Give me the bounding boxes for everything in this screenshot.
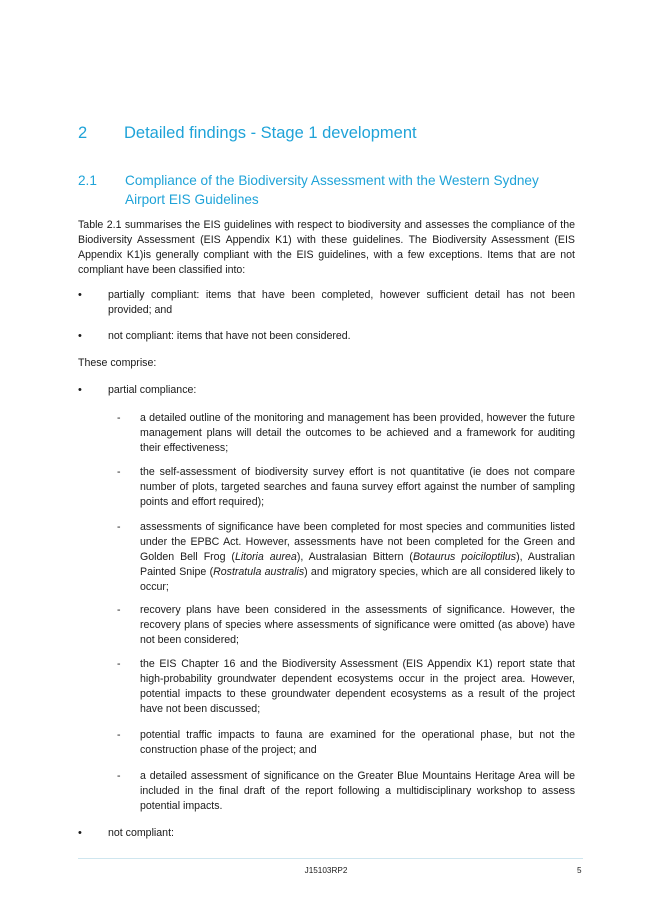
bullet-icon: •: [78, 827, 82, 839]
list-item-partial-compliance: [78, 383, 575, 398]
dash-marker: -: [117, 770, 121, 782]
these-comprise-paragraph: These comprise:: [78, 357, 157, 369]
subsection-heading: [78, 171, 578, 209]
list-item-not-compliant: [78, 329, 575, 344]
sub-list-item-text: potential traffic impacts to fauna are examined for the operational phase, but not the construction phase of the project; and: [140, 729, 575, 756]
list-item-text: not compliant:: [108, 827, 174, 839]
list-item-not-compliant-label: [78, 826, 575, 841]
bullet-icon: •: [78, 289, 82, 301]
section-number: 2: [78, 124, 88, 142]
sub-list-item-text: the self-assessment of biodiversity survey effort is not quantitative (ie does not compare number of plots, targeted searches and fauna survey effort against the number of sampling points and effort required);: [140, 466, 575, 508]
text-run: ) and migratory species, which are all considered likely to occur;: [140, 566, 575, 593]
subsection-title: Compliance of the Biodiversity Assessment with the Western Sydney Airport EIS Guidelines: [125, 173, 539, 207]
sub-list-item: [117, 769, 575, 814]
section-title: Detailed findings - Stage 1 development: [124, 124, 417, 142]
text-run: ), Australasian Bittern (: [296, 551, 413, 563]
text-run: assessments of significance have been completed for most species and communities listed under the EPBC Act. However, assessments have not been completed for the Green and Golden Bell Frog (: [140, 521, 575, 563]
sub-list-item: [117, 603, 575, 648]
subsection-number: 2.1: [78, 173, 97, 188]
dash-marker: -: [117, 658, 121, 670]
sub-list-item: [117, 465, 575, 510]
sub-list-item-text: a detailed assessment of significance on the Greater Blue Mountains Heritage Area will be included in the final draft of the report following a multidisciplinary workshop to assess potential impacts.: [140, 770, 575, 812]
sub-list-item: [117, 657, 575, 717]
sub-list-item-text: recovery plans have been considered in the assessments of significance. However, the recovery plans of species where assessments of significance were omitted (as above) have not been considered;: [140, 604, 575, 646]
list-item-text: partially compliant: items that have been completed, however sufficient detail has not been provided; and: [108, 289, 575, 316]
dash-marker: -: [117, 466, 121, 478]
sub-list-item-text: [140, 520, 575, 595]
bullet-icon: •: [78, 330, 82, 342]
sub-list-item-text: a detailed outline of the monitoring and management has been provided, however the future management plans will detail the outcomes to be achieved and a framework for auditing their effectiveness;: [140, 412, 575, 454]
intro-paragraph: Table 2.1 summarises the EIS guidelines with respect to biodiversity and assesses the compliance of the Biodiversity Assessment (EIS Appendix K1) with these guidelines. The Biodiversity Assessment (EIS Appendix K1)is generally compliant with the EIS guidelines, with a few exceptions. Items that are not compliant have been classified into:: [78, 219, 575, 276]
species-name: Rostratula australis: [213, 566, 305, 578]
list-item-partially-compliant: [78, 288, 575, 318]
species-name: Litoria aurea: [234, 551, 297, 563]
dash-marker: -: [117, 412, 121, 424]
page-number: 5: [577, 866, 582, 875]
text-run: ), Australian Painted Snipe (: [140, 551, 575, 578]
sub-list-item: [117, 520, 575, 595]
list-item-text: not compliant: items that have not been considered.: [108, 330, 351, 342]
sub-list-item: [117, 728, 575, 758]
dash-marker: -: [117, 729, 121, 741]
bullet-icon: •: [78, 384, 82, 396]
dash-marker: -: [117, 604, 121, 616]
footer-document-code: J15103RP2: [304, 866, 348, 875]
sub-list-item-text: the EIS Chapter 16 and the Biodiversity Assessment (EIS Appendix K1) report state that high-probability groundwater dependent ecosystems occur in the project area. However, potential impacts to these groundwater dependent ecosystems as a result of the project have not been discussed;: [140, 658, 575, 715]
species-name: Botaurus poiciloptilus: [412, 551, 517, 563]
footer-divider: [78, 858, 583, 859]
dash-marker: -: [117, 521, 121, 533]
sub-list-item: [117, 411, 575, 456]
section-heading: [78, 124, 417, 143]
list-item-text: partial compliance:: [108, 384, 197, 396]
